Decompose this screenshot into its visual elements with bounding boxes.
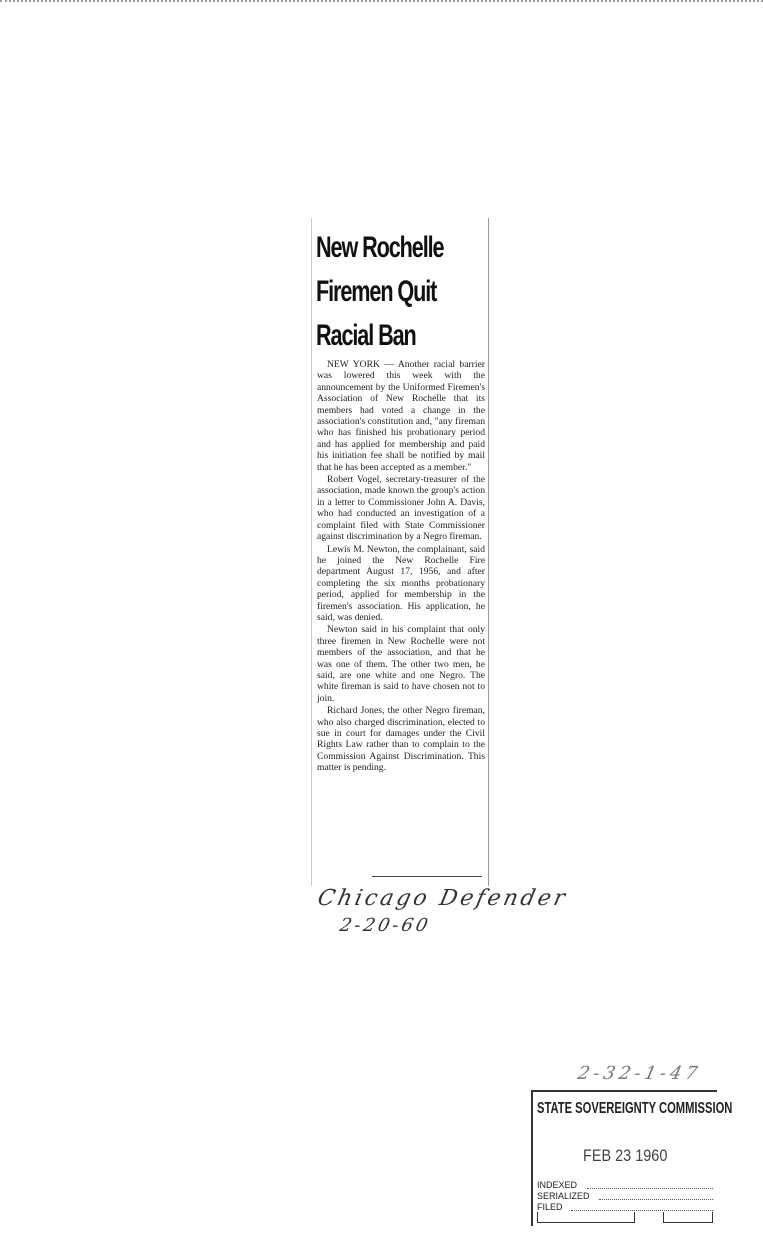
- article-paragraph: Richard Jones, the other Negro fireman, who also charged discrimination, elected to sue in court for damages under the Civil Rights Law rather than to complain to the Commission Against Discrimination. This matter is pending.: [317, 705, 485, 774]
- article-paragraph: Robert Vogel, secretary-treasurer of the association, made known the group's action in a letter to Commissioner John A. Davis, who had conducted an investigation of a complaint filed with State Commissioner against discrimination by a Negro fireman.: [317, 474, 485, 543]
- page-top-border: [0, 0, 763, 2]
- article-paragraph: Lewis M. Newton, the complainant, said he joined the New Rochelle Fire department August 17, 1956, and after completing the six months probationary period, applied for membership in the firemen's association. His application, he said, was denied.: [317, 543, 485, 623]
- handwritten-file-number: 2-32-1-47: [575, 1063, 704, 1084]
- headline-line: Racial Ban: [316, 319, 416, 352]
- headline-line: Firemen Quit: [316, 275, 437, 308]
- stamp-row-label: FILED: [537, 1202, 563, 1212]
- stamp-row-label: SERIALIZED: [537, 1191, 590, 1201]
- headline-line: New Rochelle: [316, 231, 444, 264]
- article-end-rule: [372, 876, 482, 877]
- stamp-row-serialized: [537, 1191, 715, 1202]
- stamp-row-indexed: [537, 1180, 715, 1191]
- stamp-box: [663, 1212, 713, 1223]
- article-paragraph: Newton said in his complaint that only three firemen in New Rochelle were not members of the association, and that he was one of them. The other two men, he said, are one white and one Negro. The white fireman is said to have chosen not to join.: [317, 624, 485, 704]
- newspaper-clipping: [311, 218, 489, 886]
- handwritten-date: 2-20-60: [337, 915, 433, 936]
- article-body: [317, 359, 485, 775]
- stamp-boxes: [537, 1212, 715, 1224]
- handwritten-source: Chicago Defender: [315, 886, 571, 911]
- stamp-date: FEB 23 1960: [583, 1146, 668, 1165]
- commission-stamp: [531, 1090, 733, 1226]
- stamp-box: [537, 1212, 635, 1223]
- article-paragraph: NEW YORK — Another racial barrier was lowered this week with the announcement by the Uniformed Firemen's Association of New Rochelle that its members had voted a change in the association's constitution and, "any fireman who has finished his probationary period and has applied for membership and paid his initiation fee shall be notified by mail that he has been accepted as a member.": [317, 359, 485, 473]
- stamp-row-label: INDEXED: [537, 1180, 578, 1190]
- headline: [316, 226, 486, 358]
- stamp-title: STATE SOVEREIGNTY COMMISSION: [537, 1100, 733, 1117]
